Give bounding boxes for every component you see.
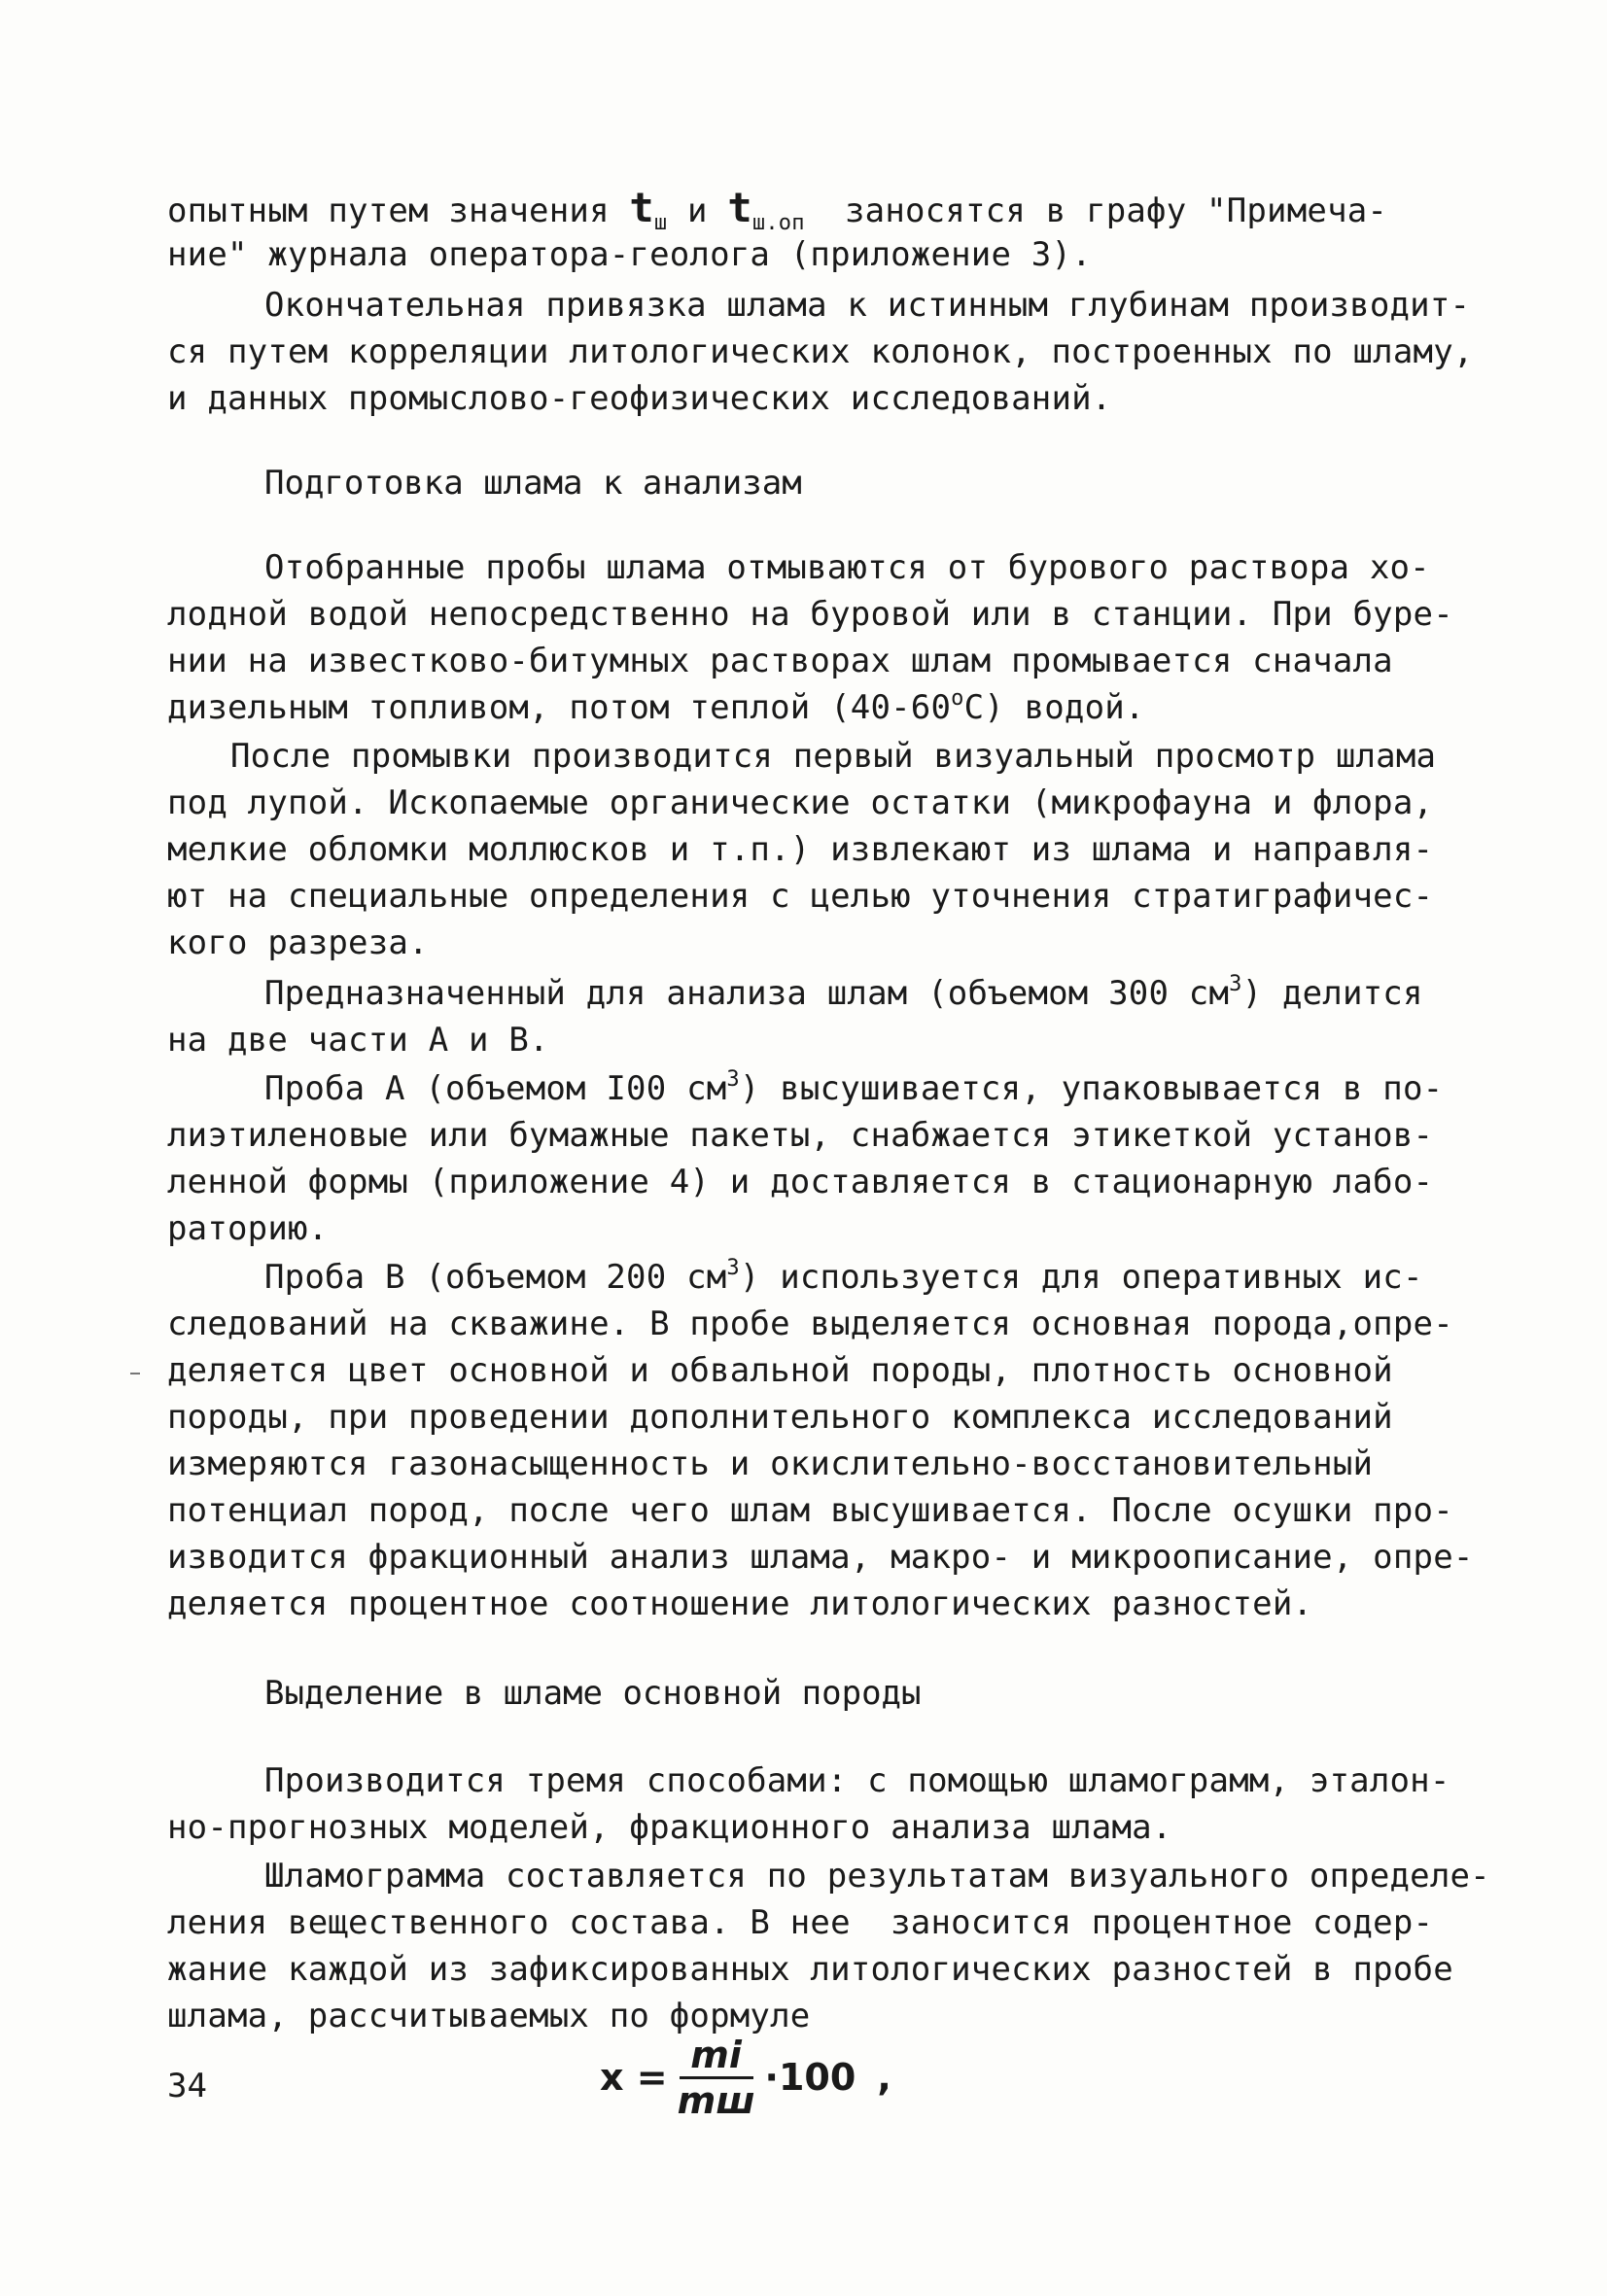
binding-line-2: ся путем корреляции литологических колонок, построенных по шламу, [167,332,1474,371]
slamogram-line-2: ления вещественного состава. В нее заносится процентное содер- [167,1903,1434,1942]
intro-text-c: заносятся в графу "Примеча- [804,191,1388,230]
inspection-line-5: кого разреза. [167,923,429,962]
t-symbol: t [629,184,654,231]
washing-line-4 [167,684,1145,731]
formula-numerator: mi [690,2033,742,2076]
intro-text-b: и [667,191,728,230]
intro-line-1 [167,185,1387,234]
sample-b-line-1 [264,1254,1423,1301]
degree-superscript: о [951,686,964,711]
sample-b-line-5: измеряются газонасыщенность и окислительно-восстановительный [167,1444,1374,1483]
sample-b-line-3: деляется цвет основной и обвальной породы, плотность основной [167,1351,1393,1390]
methods-line-1: Производится тремя способами: с помощью шламограмм, эталон- [264,1761,1450,1800]
inspection-line-1: После промывки производится первый визуальный просмотр шлама [230,737,1437,776]
margin-mark [130,1373,140,1374]
split-text-a: Предназначенный для анализа шлам (объемом 300 см [264,974,1230,1013]
cube-superscript: 3 [1229,972,1242,996]
washing-text-b: С) водой. [963,688,1145,727]
page-number: 34 [167,2067,207,2105]
sample-b-line-6: потенциал пород, после чего шлам высушивается. После осушки про- [167,1491,1453,1530]
split-line-2: на две части А и В. [167,1021,549,1060]
percentage-formula [600,2024,891,2131]
sample-b-line-8: деляется процентное соотношение литологических разностей. [167,1584,1313,1623]
intro-line-2: ние" журнала оператора-геолога (приложение 3). [167,235,1092,274]
sample-a-line-4: раторию. [167,1209,329,1248]
sample-b-text-a: Проба В (объемом 200 см [264,1258,727,1297]
t-symbol-2: t [727,184,752,231]
formula-lhs: x = [600,2056,668,2099]
sample-b-line-4: породы, при проведении дополнительного комплекса исследований [167,1398,1393,1437]
binding-line-1: Окончательная привязка шлама к истинным глубинам производит- [264,286,1471,325]
split-line-1 [264,970,1423,1017]
inspection-line-2: под лупой. Ископаемые органические остатки (микрофауна и флора, [167,783,1434,822]
washing-line-2: лодной водой непосредственно на буровой или в станции. При буре- [167,595,1453,634]
intro-text-a: опытным путем значения [167,191,630,230]
formula-multiplier: ·100 [764,2056,856,2099]
sample-a-text-b: ) высушивается, упаковывается в по- [739,1069,1444,1108]
sample-a-text-a: Проба А (объемом I00 см [264,1069,727,1108]
sample-a-line-1 [264,1065,1443,1112]
formula-trailing-comma: , [877,2056,891,2099]
sample-b-text-b: ) используется для оперативных ис- [739,1258,1423,1297]
t-subscript-sh: ш [653,211,668,235]
split-text-b: ) делится [1241,974,1423,1013]
formula-fraction [678,2035,755,2120]
slamogram-line-3: жание каждой из зафиксированных литологических разностей в пробе [167,1950,1453,1989]
section-heading-preparation: Подготовка шлама к анализам [264,464,802,503]
slamogram-line-1: Шламограмма составляется по результатам визуального определе- [264,1857,1490,1896]
sample-a-line-2: лиэтиленовые или бумажные пакеты, снабжается этикеткой установ- [167,1116,1434,1155]
cube-superscript: 3 [726,1256,740,1280]
cube-superscript: 3 [726,1067,740,1092]
t-subscript-shop: ш.оп [751,211,805,235]
binding-line-3: и данных промыслово-геофизических исследований. [167,379,1112,418]
section-heading-main-rock: Выделение в шламе основной породы [264,1674,922,1713]
formula-denominator: mш [677,2078,755,2122]
sample-a-line-3: ленной формы (приложение 4) и доставляется в стационарную лабо- [167,1163,1434,1201]
inspection-line-3: мелкие обломки моллюсков и т.п.) извлекают из шлама и направля- [167,830,1434,869]
methods-line-2: но-прогнозных моделей, фракционного анализа шлама. [167,1808,1172,1847]
washing-line-3: нии на известково-битумных растворах шлам промывается сначала [167,642,1393,680]
sample-b-line-7: изводится фракционный анализ шлама, макро- и микроописание, опре- [167,1538,1474,1577]
inspection-line-4: ют на специальные определения с целью уточнения стратиграфичес- [167,877,1434,916]
washing-text-a: дизельным топливом, потом теплой (40-60 [167,688,952,727]
sample-b-line-2: следований на скважине. В пробе выделяется основная порода,опре- [167,1305,1453,1343]
washing-line-1: Отобранные пробы шлама отмываются от бурового раствора хо- [264,548,1430,587]
slamogram-line-4: шлама, рассчитываемых по формуле [167,1997,811,2035]
